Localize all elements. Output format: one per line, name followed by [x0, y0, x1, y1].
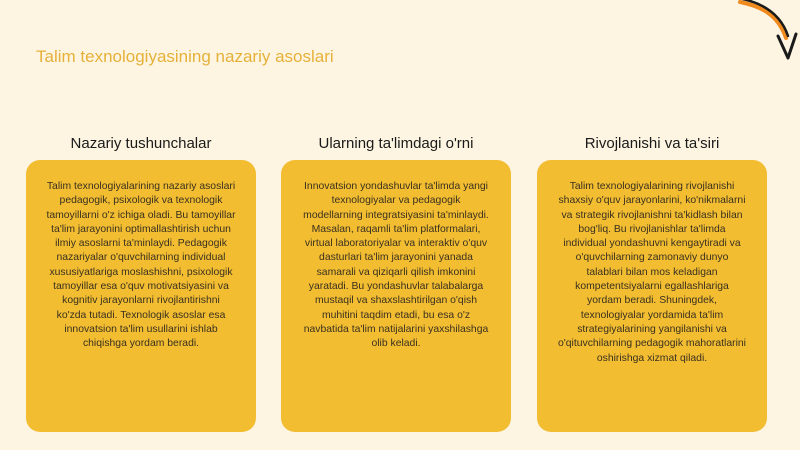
column-card-text: Innovatsion yondashuvlar ta'limda yangi texnologiyalar va pedagogik modellarning integratsiyasini ta'minlaydi. Masalan, raqamli ta'lim platformalari, virtual laboratoriyalar va interaktiv o'quv dasturlari ta'lim jarayonini yanada samarali va qiziqarli qilish imkonini yaratadi. Bu yondashuvlar talabalarga mustaqil va shaxslashtirilgan o'qish muhitini taqdim etadi, bu esa o'z navbatida ta'lim natijalarini yaxshilashga olib keladi.	[281, 160, 511, 432]
column-rivojlanishi	[537, 132, 767, 432]
column-nazariy-tushunchalar	[26, 132, 256, 432]
slide-title: Talim texnologiyasining nazariy asoslari	[36, 47, 334, 66]
column-card-text: Talim texnologiyalarining nazariy asoslari pedagogik, psixologik va texnologik tamoyillarni o'z ichiga oladi. Bu tamoyillar ta'lim jarayonini optimallashtirish uchun ilmiy asoslarni ta'minlaydi. Pedagogik nazariyalar o'quvchilarning individual xususiyatlariga moslashishni, psixologik tamoyillar esa o'quv motivatsiyasini va kognitiv jarayonlarni rivojlantirishni ko'zda tutadi. Texnologik asoslar esa innovatsion ta'lim usullarini ishlab chiqishga yordam beradi.	[26, 160, 256, 432]
curved-arrow-icon	[730, 0, 800, 70]
column-heading: Ularning ta'limdagi o'rni	[318, 135, 474, 152]
column-card-text: Talim texnologiyalarining rivojlanishi shaxsiy o'quv jarayonlarini, ko'nikmalarni va strategik rivojlanishni ta'kidlash bilan bog'liq. Bu rivojlanishlar ta'limda individual yondashuvni kengaytiradi va o'quvchilarning zamonaviy dunyo talablari bilan mos keladigan kompetentsiyalarni egallashlariga yordam beradi. Shuningdek, texnologiyalar yordamida ta'lim strategiyalarining yangilanishi va o'qituvchilarning pedagogik mahoratlarini oshirishga xizmat qiladi.	[537, 160, 767, 432]
column-heading: Nazariy tushunchalar	[70, 135, 212, 152]
column-talimdagi-orni	[281, 132, 511, 432]
column-heading: Rivojlanishi va ta'siri	[584, 135, 720, 152]
